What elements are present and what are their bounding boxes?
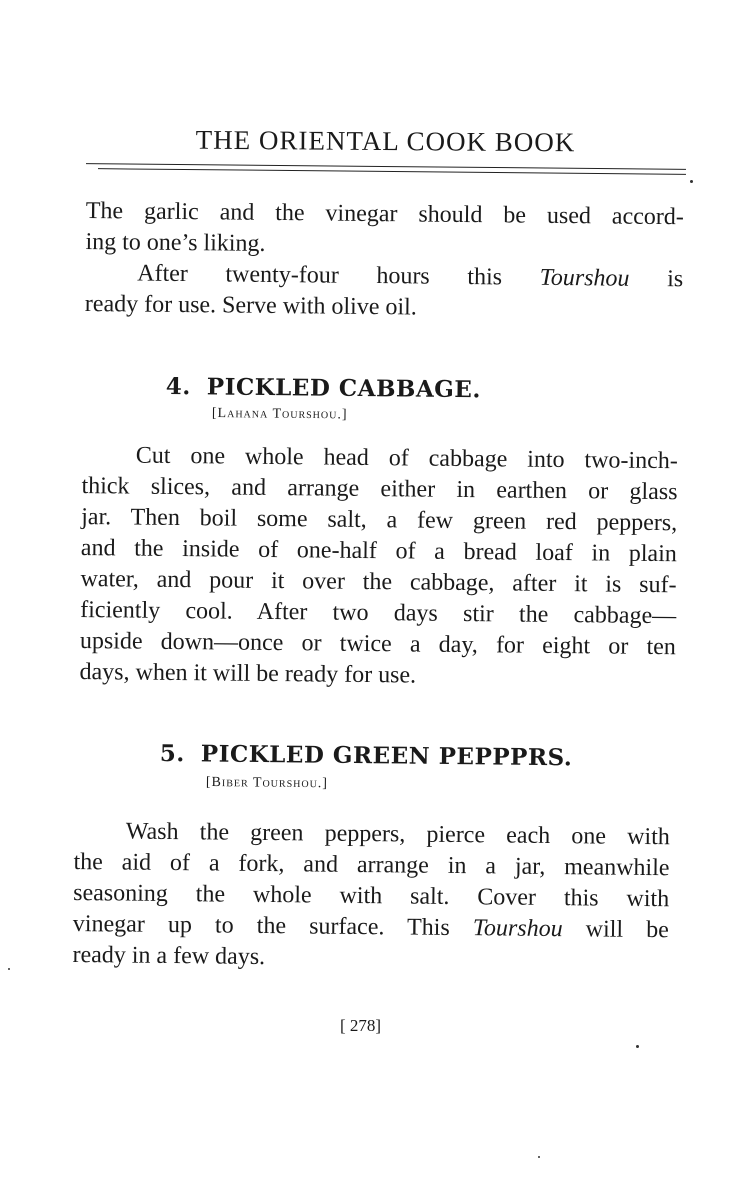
recipe-title: PICKLED GREEN PEPPPRS. [200, 740, 573, 772]
recipe-5-body [72, 816, 670, 977]
text-line: ing to one’s liking. [85, 228, 266, 257]
text-line: Wash the green peppers, pierce each one with [125, 818, 670, 851]
text-line: thick slices, and arrange either in earthen or glass [81, 472, 678, 506]
text-line: The garlic and the vinegar should be used accord- [85, 197, 684, 231]
text-line: ready in a few days. [72, 941, 266, 971]
recipe-4-paragraph [79, 440, 678, 694]
text-run: vinegar up to the surface. This [72, 910, 473, 942]
recipe-title: PICKLED CABBAGE. [206, 373, 482, 404]
speck [8, 968, 10, 970]
text-line: jar. Then boil some salt, a few green red peppers, [81, 503, 678, 537]
italic-term: Tourshou [472, 915, 563, 943]
text-line: upside down—once or twice a day, for eight or ten [79, 627, 676, 661]
text-line: Cut one whole head of cabbage into two-inch- [135, 442, 678, 475]
text-run: After twenty-four hours this [137, 260, 540, 291]
text-line: and the inside of one-half of a bread loaf in plain [80, 534, 677, 568]
text-line: days, when it will be ready for use. [79, 658, 417, 689]
recipe-4-body [79, 440, 678, 694]
running-title: THE ORIENTAL COOK BOOK [195, 124, 576, 158]
text-line: the aid of a fork, and arrange in a jar, meanwhile [73, 848, 670, 882]
recipe-number: 5. [159, 740, 186, 768]
page-number: [ 278] [340, 1016, 382, 1035]
speck [636, 1045, 639, 1048]
recipe-5-subtitle: [Biber Tourshou.] [205, 775, 329, 792]
recipe-number: 4. [165, 373, 192, 401]
speck [690, 180, 693, 183]
intro-paragraph-2 [85, 258, 684, 326]
text-line: ficiently cool. After two days stir the cabbage— [80, 596, 677, 630]
italic-term: Tourshou [539, 264, 630, 292]
recipe-5-paragraph [72, 816, 670, 977]
intro-paragraph-1 [85, 196, 684, 264]
recipe-4-heading [166, 373, 481, 403]
recipe-5-heading [160, 740, 573, 771]
speck [538, 1156, 540, 1158]
text-line: seasoning the whole with salt. Cover this with [73, 879, 670, 913]
recipe-4-subtitle: [Lahana Tourshou.] [211, 406, 348, 423]
header-rule-thin [98, 168, 686, 175]
text-line: water, and pour it over the cabbage, after it is suf- [80, 565, 677, 599]
text-line: ready for use. Serve with olive oil. [84, 290, 417, 321]
text-run: will be [562, 916, 669, 944]
text-run: is [629, 265, 684, 293]
intro-text [85, 196, 684, 326]
